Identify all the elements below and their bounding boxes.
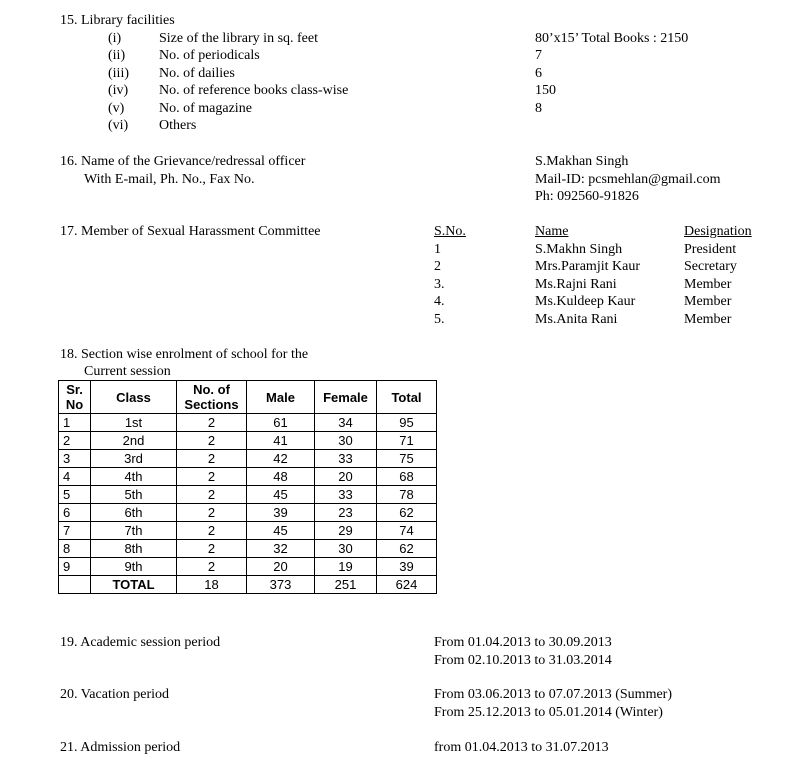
cell-male: 32 bbox=[247, 540, 315, 558]
cell-srno: 9 bbox=[59, 558, 91, 576]
table-row bbox=[59, 504, 437, 522]
library-item-num: (vi) bbox=[108, 118, 129, 133]
cell-class: 6th bbox=[91, 504, 177, 522]
cell-sections: 2 bbox=[177, 432, 247, 450]
cell-sections: 2 bbox=[177, 558, 247, 576]
committee-member-name: Ms.Rajni Rani bbox=[535, 277, 617, 292]
cell-srno: 6 bbox=[59, 504, 91, 522]
library-item-value: 150 bbox=[535, 83, 556, 98]
library-item-num: (i) bbox=[108, 31, 122, 46]
committee-member-designation: President bbox=[684, 242, 737, 257]
cell-sections: 2 bbox=[177, 414, 247, 432]
table-row bbox=[59, 432, 437, 450]
library-item-label: No. of reference books class-wise bbox=[159, 83, 349, 98]
table-row bbox=[59, 486, 437, 504]
cell-total: 74 bbox=[377, 522, 437, 540]
committee-member-designation: Member bbox=[684, 312, 732, 327]
committee-heading: 17. Member of Sexual Harassment Committee bbox=[60, 224, 321, 239]
cell-female: 33 bbox=[315, 450, 377, 468]
cell-sections: 2 bbox=[177, 486, 247, 504]
cell-male: 39 bbox=[247, 504, 315, 522]
cell-male: 48 bbox=[247, 468, 315, 486]
cell-male: 45 bbox=[247, 486, 315, 504]
committee-member-sno: 4. bbox=[434, 294, 445, 309]
vacation-heading: 20. Vacation period bbox=[60, 687, 169, 702]
library-item-label: Size of the library in sq. feet bbox=[159, 31, 319, 46]
cell-sections: 2 bbox=[177, 468, 247, 486]
library-item-label: Others bbox=[159, 118, 197, 133]
col-header-total: Total bbox=[377, 381, 437, 414]
cell-sections: 2 bbox=[177, 450, 247, 468]
cell-sections: 2 bbox=[177, 540, 247, 558]
cell-total: 62 bbox=[377, 504, 437, 522]
grievance-email: Mail-ID: pcsmehlan@gmail.com bbox=[535, 172, 721, 187]
cell-class: 2nd bbox=[91, 432, 177, 450]
academic-session-heading: 19. Academic session period bbox=[60, 635, 221, 650]
table-row bbox=[59, 450, 437, 468]
cell-male: 41 bbox=[247, 432, 315, 450]
enrolment-table bbox=[58, 380, 437, 594]
grievance-officer-name: S.Makhan Singh bbox=[535, 154, 629, 169]
library-item-value: 7 bbox=[535, 48, 542, 63]
cell-srno: 2 bbox=[59, 432, 91, 450]
cell-male: 20 bbox=[247, 558, 315, 576]
col-header-class: Class bbox=[91, 381, 177, 414]
cell-female: 34 bbox=[315, 414, 377, 432]
cell-srno bbox=[59, 576, 91, 594]
cell-sections-total: 18 bbox=[177, 576, 247, 594]
cell-grand-total: 624 bbox=[377, 576, 437, 594]
cell-class: 1st bbox=[91, 414, 177, 432]
committee-member-sno: 3. bbox=[434, 277, 445, 292]
table-row bbox=[59, 558, 437, 576]
committee-member-designation: Member bbox=[684, 277, 732, 292]
cell-srno: 5 bbox=[59, 486, 91, 504]
grievance-heading: 16. Name of the Grievance/redressal officer bbox=[60, 154, 306, 169]
cell-srno: 3 bbox=[59, 450, 91, 468]
academic-session-line: From 02.10.2013 to 31.03.2014 bbox=[434, 653, 612, 668]
cell-class: 4th bbox=[91, 468, 177, 486]
enrolment-heading: 18. Section wise enrolment of school for the bbox=[60, 347, 309, 362]
table-row bbox=[59, 540, 437, 558]
cell-srno: 4 bbox=[59, 468, 91, 486]
committee-col-name: Name bbox=[535, 224, 569, 239]
cell-female: 30 bbox=[315, 432, 377, 450]
cell-total: 95 bbox=[377, 414, 437, 432]
committee-member-name: Ms.Kuldeep Kaur bbox=[535, 294, 636, 309]
cell-female: 19 bbox=[315, 558, 377, 576]
library-item-value: 8 bbox=[535, 101, 542, 116]
cell-male: 42 bbox=[247, 450, 315, 468]
library-item-label: No. of dailies bbox=[159, 66, 235, 81]
committee-member-name: Mrs.Paramjit Kaur bbox=[535, 259, 640, 274]
table-row bbox=[59, 468, 437, 486]
col-header-sections: No. of Sections bbox=[177, 381, 247, 414]
table-row bbox=[59, 414, 437, 432]
cell-class: 3rd bbox=[91, 450, 177, 468]
committee-member-designation: Secretary bbox=[684, 259, 737, 274]
cell-class: 8th bbox=[91, 540, 177, 558]
cell-total: 78 bbox=[377, 486, 437, 504]
cell-class: 7th bbox=[91, 522, 177, 540]
grievance-phone: Ph: 092560-91826 bbox=[535, 189, 639, 204]
cell-total: 62 bbox=[377, 540, 437, 558]
committee-member-designation: Member bbox=[684, 294, 732, 309]
committee-member-name: Ms.Anita Rani bbox=[535, 312, 618, 327]
cell-sections: 2 bbox=[177, 504, 247, 522]
cell-srno: 8 bbox=[59, 540, 91, 558]
academic-session-line: From 01.04.2013 to 30.09.2013 bbox=[434, 635, 612, 650]
cell-class: 9th bbox=[91, 558, 177, 576]
committee-member-sno: 1 bbox=[434, 242, 441, 257]
committee-col-sno: S.No. bbox=[434, 224, 466, 239]
cell-sections: 2 bbox=[177, 522, 247, 540]
cell-total: 75 bbox=[377, 450, 437, 468]
vacation-winter: From 25.12.2013 to 05.01.2014 (Winter) bbox=[434, 705, 663, 720]
committee-member-sno: 5. bbox=[434, 312, 445, 327]
table-header-row bbox=[59, 381, 437, 414]
library-item-num: (iii) bbox=[108, 66, 129, 81]
library-item-label: No. of periodicals bbox=[159, 48, 260, 63]
cell-class: 5th bbox=[91, 486, 177, 504]
cell-male-total: 373 bbox=[247, 576, 315, 594]
committee-member-sno: 2 bbox=[434, 259, 441, 274]
admission-heading: 21. Admission period bbox=[60, 740, 181, 755]
library-item-value: 80’x15’ Total Books : 2150 bbox=[535, 31, 689, 46]
cell-total: 68 bbox=[377, 468, 437, 486]
enrolment-subheading: Current session bbox=[84, 364, 171, 379]
admission-period: from 01.04.2013 to 31.07.2013 bbox=[434, 740, 609, 755]
library-item-num: (iv) bbox=[108, 83, 129, 98]
committee-member-name: S.Makhn Singh bbox=[535, 242, 623, 257]
library-item-value: 6 bbox=[535, 66, 542, 81]
cell-total: 71 bbox=[377, 432, 437, 450]
cell-female: 23 bbox=[315, 504, 377, 522]
library-item-num: (v) bbox=[108, 101, 125, 116]
cell-female: 29 bbox=[315, 522, 377, 540]
cell-srno: 1 bbox=[59, 414, 91, 432]
cell-srno: 7 bbox=[59, 522, 91, 540]
cell-female: 20 bbox=[315, 468, 377, 486]
library-item-num: (ii) bbox=[108, 48, 126, 63]
table-row bbox=[59, 522, 437, 540]
cell-total: 39 bbox=[377, 558, 437, 576]
col-header-female: Female bbox=[315, 381, 377, 414]
library-heading: 15. Library facilities bbox=[60, 13, 175, 28]
cell-female: 33 bbox=[315, 486, 377, 504]
committee-col-designation: Designation bbox=[684, 224, 752, 239]
cell-male: 45 bbox=[247, 522, 315, 540]
cell-female-total: 251 bbox=[315, 576, 377, 594]
table-total-row bbox=[59, 576, 437, 594]
cell-female: 30 bbox=[315, 540, 377, 558]
library-item-label: No. of magazine bbox=[159, 101, 252, 116]
grievance-subheading: With E-mail, Ph. No., Fax No. bbox=[84, 172, 255, 187]
cell-male: 61 bbox=[247, 414, 315, 432]
cell-total-label: TOTAL bbox=[91, 576, 177, 594]
col-header-srno: Sr. No bbox=[59, 381, 91, 414]
col-header-male: Male bbox=[247, 381, 315, 414]
vacation-summer: From 03.06.2013 to 07.07.2013 (Summer) bbox=[434, 687, 672, 702]
